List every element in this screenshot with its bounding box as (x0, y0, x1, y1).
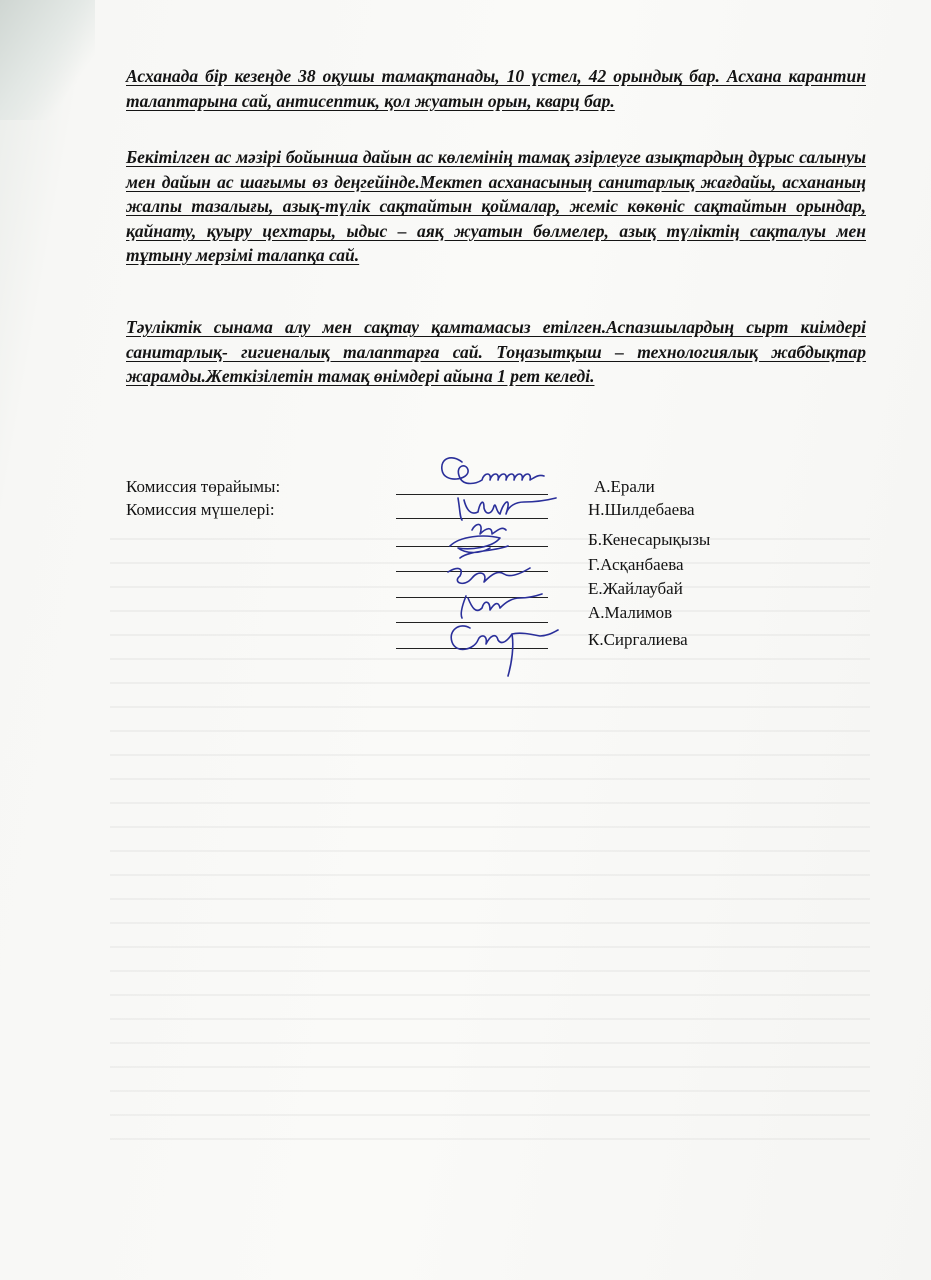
signature-stroke (451, 626, 558, 676)
signature-stroke (448, 568, 530, 583)
member-name-2: Б.Кенесарықызы (588, 530, 711, 549)
handwritten-signatures (380, 450, 580, 685)
page-fold-shadow (0, 0, 95, 120)
paragraph-menu-sanitation: Бекітілген ас мәзірі бойынша дайын ас көлемінің тамақ әзірлеуге азықтардың дұрыс салынуы мен дайын ас шағымы өз деңгейінде.Мектеп асханасының санитарлық жағдайы, асхананың жалпы тазалығы, азық-түлік сақтайтын қоймалар, жеміс көкөніс сақтайтын орындар, қайнату, қуыру цехтары, ыдыс – аяқ жуатын бөлмелер, азық түліктің сақталуы мен тұтыну мерзімі талапқа сай. (126, 147, 866, 265)
signature-stroke (442, 458, 544, 484)
signature-stroke (458, 498, 556, 520)
member-name-3: Г.Асқанбаева (588, 555, 684, 574)
member-name-1: Н.Шилдебаева (588, 500, 695, 519)
signature-stroke (472, 524, 506, 534)
signature-stroke (461, 594, 542, 618)
commission-members-label: Комиссия мүшелері: (126, 500, 275, 519)
member-name-6: К.Сиргалиева (588, 630, 688, 649)
chair-name: А.Ерали (594, 477, 655, 496)
signature-stroke (450, 536, 508, 558)
member-name-4: Е.Жайлаубай (588, 579, 683, 598)
paragraph-daily-sample: Тәуліктік сынама алу мен сақтау қамтамасыз етілген.Аспазшылардың сырт киімдері санитарлық- гигиеналық талаптарға сай. Тоңазытқыш – технологиялық жабдықтар жарамды.Жеткізілетін тамақ өнімдері айына 1 рет келеді. (126, 317, 866, 386)
commission-chair-label: Комиссия төрайымы: (126, 477, 281, 496)
member-name-5: А.Малимов (588, 603, 673, 622)
paragraph-canteen-capacity: Асханада бір кезеңде 38 оқушы тамақтанады, 10 үстел, 42 орындық бар. Асхана карантин талаптарына сай, антисептик, қол жуатын орын, кварц бар. (126, 66, 866, 111)
